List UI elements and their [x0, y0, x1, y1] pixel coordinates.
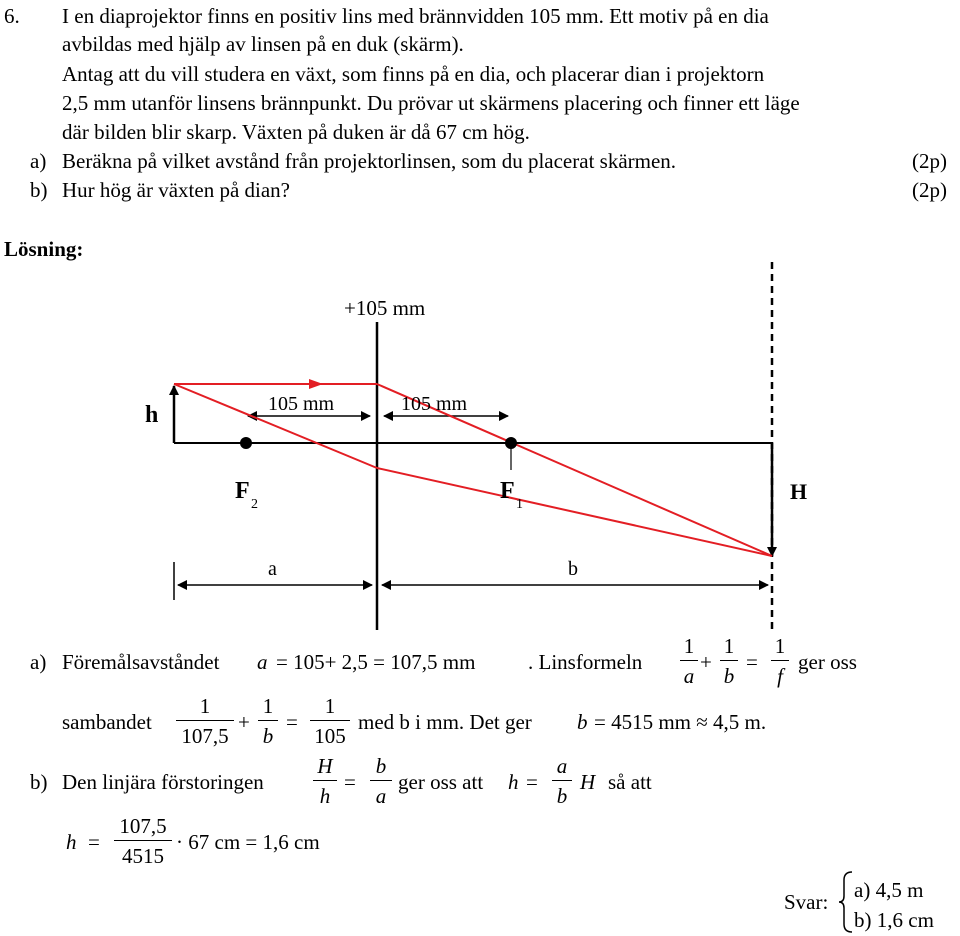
- focus2-sub: 2: [251, 497, 258, 512]
- lf-den-a: a: [683, 664, 695, 688]
- s-frac-1: [176, 694, 234, 748]
- answer-label: Svar:: [784, 890, 829, 914]
- image-label: H: [790, 479, 808, 504]
- lf-den-b: b: [723, 664, 735, 688]
- lf-den-f: f: [777, 664, 783, 688]
- sol-b-label: b): [30, 770, 48, 794]
- lf-num-3: 1: [774, 634, 786, 658]
- mag-den-h: h: [319, 784, 331, 808]
- s-text2: med b i mm. Det ger: [358, 710, 532, 734]
- s-eq: =: [286, 710, 298, 734]
- hfrac-a-b: [552, 754, 572, 808]
- sol-a-var: a: [257, 650, 268, 674]
- part-a-label: a): [30, 149, 47, 173]
- mag-num-b: b: [375, 754, 387, 778]
- s-num-1: 1: [199, 694, 211, 718]
- part-b-text: Hur hög är växten på dian?: [62, 178, 290, 202]
- mag-num-H: H: [317, 754, 333, 778]
- lf-num-1: 1: [683, 634, 695, 658]
- sol-b-text2: ger oss att: [398, 770, 484, 794]
- focus-point-f2: [240, 437, 252, 449]
- focus1-sub: 1: [516, 497, 523, 512]
- part-b-points: (2p): [912, 178, 947, 202]
- hf-den-b: b: [556, 784, 568, 808]
- problem-line-3: Antag att du vill studera en växt, som finns på en dia, och placerar dian i projektorn: [62, 62, 765, 86]
- hres-rest: · 67 cm = 1,6 cm: [176, 830, 320, 854]
- s-var-b: b: [577, 710, 588, 734]
- s-frac-3: [310, 694, 350, 748]
- s-result: = 4515 mm ≈ 4,5 m.: [594, 710, 767, 734]
- problem-line-5: där bilden blir skarp. Växten på duken är då 67 cm hög.: [62, 120, 530, 144]
- problem-number: 6.: [4, 4, 20, 28]
- sol-a-label: a): [30, 650, 47, 674]
- lf-num-2: 1: [723, 634, 735, 658]
- sol-b-text3: så att: [608, 770, 652, 794]
- answer-a: a) 4,5 m: [854, 878, 924, 902]
- b-label: b: [568, 558, 578, 580]
- dist-left-label: 105 mm: [268, 393, 335, 415]
- sol-a-text3: ger oss: [798, 650, 857, 674]
- lf-eq: =: [746, 650, 758, 674]
- hres-num: 107,5: [119, 814, 167, 838]
- hres-eq: =: [88, 830, 100, 854]
- s-plus: +: [238, 710, 250, 734]
- sol-a-eq: = 105+ 2,5 = 107,5 mm: [276, 650, 476, 674]
- sol-b-eq: =: [526, 770, 538, 794]
- s-num-3: 1: [324, 694, 336, 718]
- sol-b-text1: Den linjära förstoringen: [62, 770, 264, 794]
- magnif-frac-b-a: [370, 754, 392, 808]
- object-label: h: [145, 402, 159, 428]
- hres-den: 4515: [122, 844, 164, 868]
- sol-a-text2: . Linsformeln: [528, 650, 643, 674]
- part-b-label: b): [30, 178, 48, 202]
- mag-eq: =: [344, 770, 356, 794]
- s-num-2: 1: [262, 694, 274, 718]
- lens-formula-frac-f: [771, 634, 789, 688]
- problem-line-4: 2,5 mm utanför linsens brännpunkt. Du prövar ut skärmens placering och finner ett läge: [62, 91, 800, 115]
- focus1-label: F: [500, 478, 515, 504]
- sol-b-H: H: [580, 770, 596, 794]
- dist-right-label: 105 mm: [401, 393, 468, 415]
- s-den-2: b: [262, 724, 274, 748]
- s-den-3: 105: [314, 724, 346, 748]
- focus2-label: F: [235, 478, 250, 504]
- problem-line-1: I en diaprojektor finns en positiv lins med brännvidden 105 mm. Ett motiv på en dia: [62, 4, 769, 28]
- part-a-text: Beräkna på vilket avstånd från projektorlinsen, som du placerat skärmen.: [62, 149, 677, 173]
- solution-heading: Lösning:: [4, 237, 84, 261]
- s-text1: sambandet: [62, 710, 152, 734]
- lf-plus: +: [700, 650, 712, 674]
- magnif-frac-H-h: [313, 754, 337, 808]
- answer-b: b) 1,6 cm: [854, 908, 934, 932]
- part-a-points: (2p): [912, 149, 947, 173]
- hf-num-a: a: [556, 754, 568, 778]
- hres-frac: [114, 814, 172, 868]
- s-den-1: 107,5: [181, 724, 229, 748]
- mag-den-a: a: [375, 784, 387, 808]
- lens-label: +105 mm: [344, 296, 426, 320]
- problem-line-2: avbildas med hjälp av linsen på en duk (skärm).: [62, 32, 464, 56]
- s-frac-2: [258, 694, 278, 748]
- lens-formula-frac-a: [680, 634, 698, 688]
- sol-b-h: h: [508, 770, 519, 794]
- hres-h: h: [66, 830, 77, 854]
- sol-a-text1: Föremålsavståndet: [62, 650, 220, 674]
- lens-formula-frac-b: [720, 634, 738, 688]
- a-label: a: [268, 558, 277, 580]
- ray-parallel-2: [377, 468, 772, 556]
